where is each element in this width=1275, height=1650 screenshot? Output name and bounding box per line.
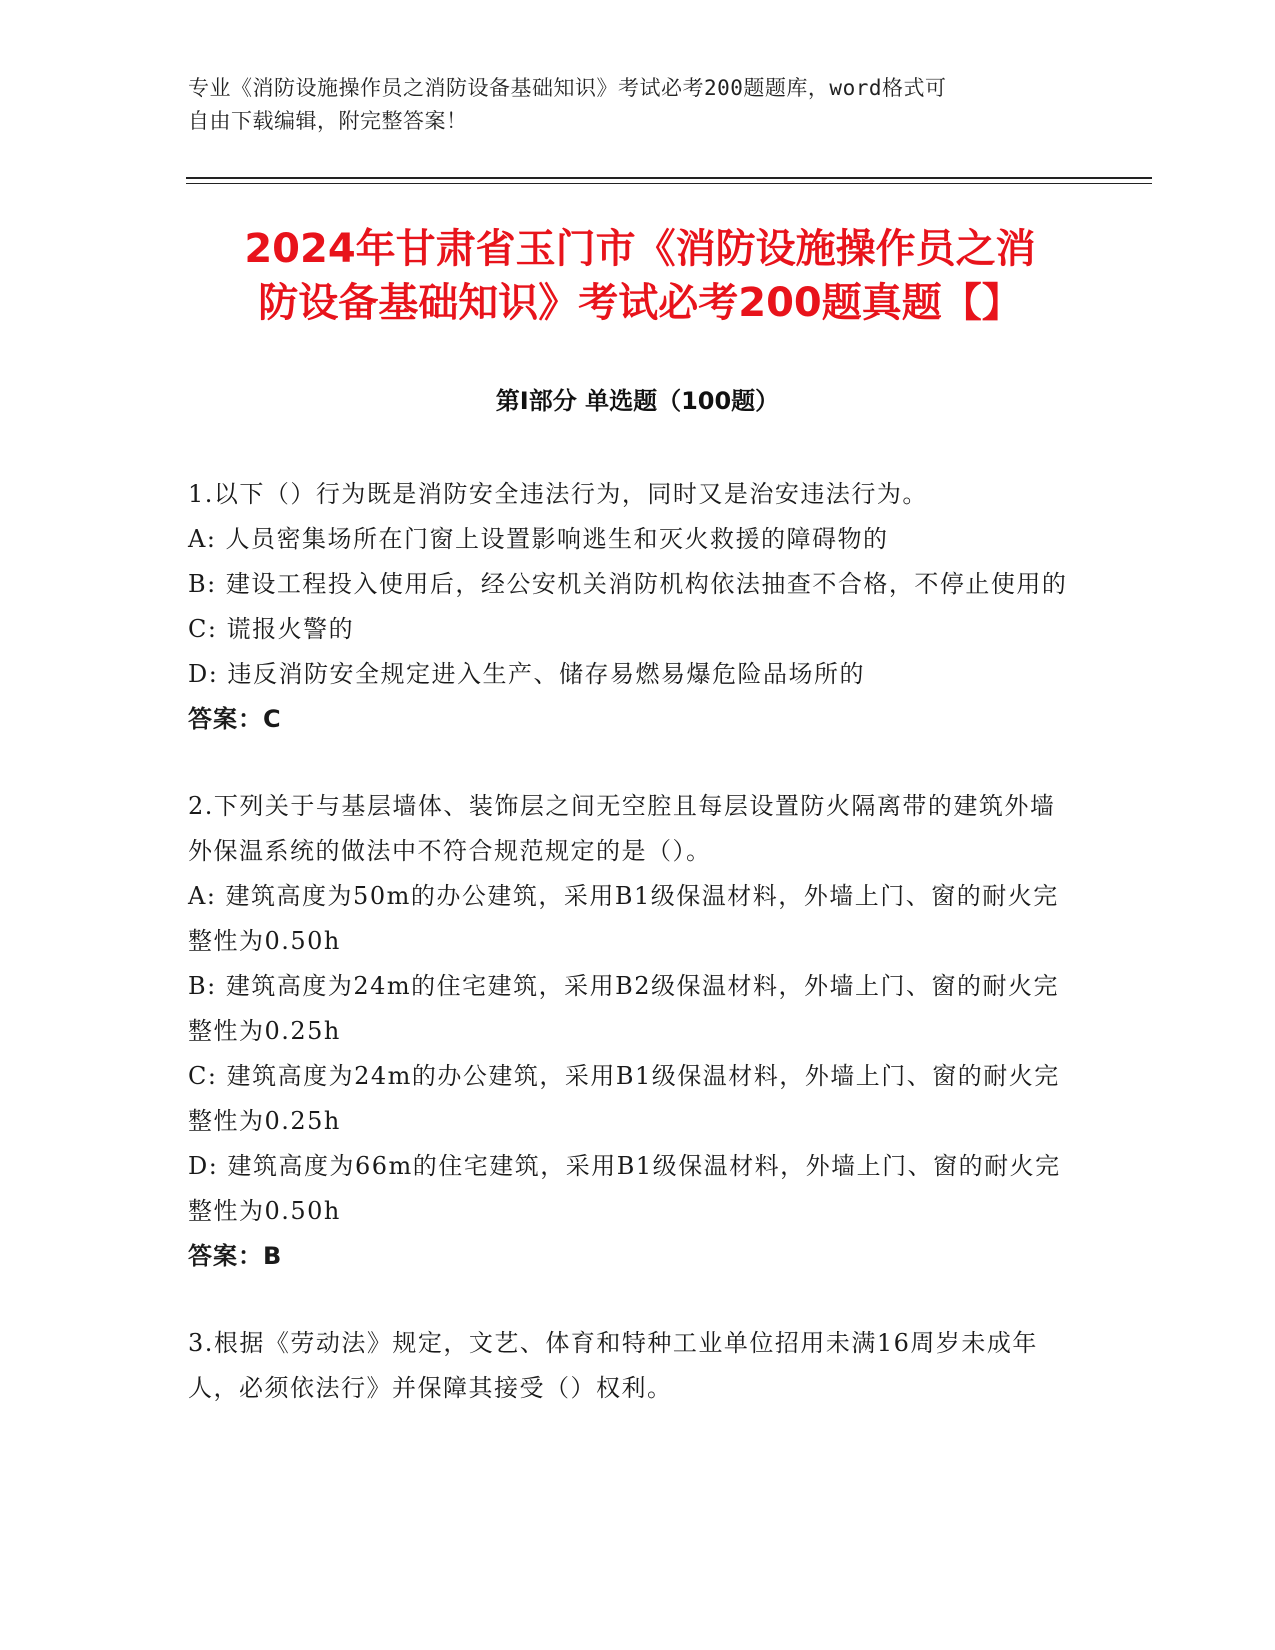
option-b: B: 建设工程投入使用后，经公安机关消防机构依法抽查不合格，不停止使用的	[188, 570, 1068, 598]
answer: 答案：B	[188, 1242, 283, 1270]
question-1	[188, 472, 1068, 742]
header-rule-thick	[186, 177, 1152, 179]
question-stem: 1.以下（）行为既是消防安全违法行为，同时又是治安违法行为。	[188, 480, 928, 508]
question-3	[188, 1321, 1068, 1411]
document-title-line-1: 2024年甘肃省玉门市《消防设施操作员之消	[244, 226, 1036, 272]
option-d: D: 违反消防安全规定进入生产、储存易燃易爆危险品场所的	[188, 660, 865, 688]
question-stem: 3.根据《劳动法》规定，文艺、体育和特种工业单位招用未满16周岁未成年人，必须依法行》并保障其接受（）权利。	[188, 1329, 1038, 1402]
option-a: A: 人员密集场所在门窗上设置影响逃生和灭火救援的障碍物的	[188, 525, 889, 553]
option-a: A: 建筑高度为50m的办公建筑，采用B1级保温材料，外墙上门、窗的耐火完整性为0.50h	[188, 882, 1059, 955]
option-c: C: 谎报火警的	[188, 615, 355, 643]
header-note-line-2: 自由下载编辑，附完整答案！	[188, 109, 468, 133]
question-2	[188, 784, 1068, 1279]
option-b: B: 建筑高度为24m的住宅建筑，采用B2级保温材料，外墙上门、窗的耐火完整性为0.25h	[188, 972, 1060, 1045]
header-note	[188, 72, 1088, 138]
document-title-line-2: 防设备基础知识》考试必考200题真题【】	[258, 280, 1022, 326]
question-list	[188, 472, 1068, 1453]
document-title	[180, 222, 1100, 330]
option-c: C: 建筑高度为24m的办公建筑，采用B1级保温材料，外墙上门、窗的耐火完整性为0.25h	[188, 1062, 1060, 1135]
section-title: 第Ⅰ部分 单选题（100题）	[495, 387, 780, 415]
header-rule-thin	[186, 183, 1152, 184]
answer: 答案：C	[188, 705, 282, 733]
header-note-line-1: 专业《消防设施操作员之消防设备基础知识》考试必考200题题库，word格式可	[188, 76, 947, 100]
option-d: D: 建筑高度为66m的住宅建筑，采用B1级保温材料，外墙上门、窗的耐火完整性为0.50h	[188, 1152, 1061, 1225]
question-stem: 2.下列关于与基层墙体、装饰层之间无空腔且每层设置防火隔离带的建筑外墙外保温系统的做法中不符合规范规定的是（）。	[188, 792, 1056, 865]
